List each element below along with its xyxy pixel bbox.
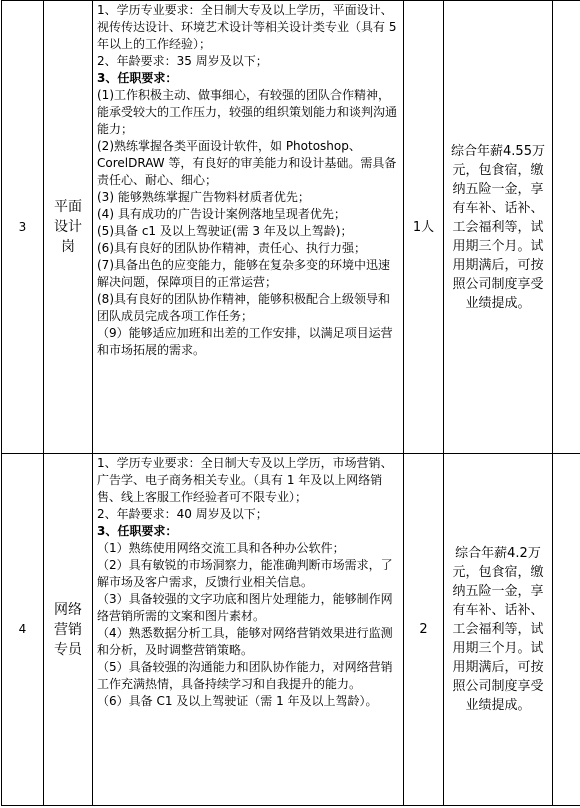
table-row — [2, 1, 580, 454]
req-line: （2）具有敏锐的市场洞察力，能准确判断市场需求，了解市场及客户需求，反馈行业相关信息。 — [97, 558, 393, 589]
req-line: (8)具有良好的团队协作精神，能够积极配合上级领导和团队成员完成各项工作任务； — [97, 292, 391, 323]
blank-cell — [553, 454, 580, 806]
headcount: 1人 — [404, 1, 444, 454]
job-table — [1, 0, 580, 806]
req-line: (7)具备出色的应变能力，能够在复杂多变的环境中迅速解决问题，保障项目的正常运营； — [97, 258, 391, 289]
req-line: (6)具有良好的团队协作精神，责任心、执行力强； — [97, 241, 366, 255]
table-row — [2, 454, 580, 806]
req-line: （3）具备较强的文字功底和图片处理能力，能够制作网络营销所需的文案和图片素材。 — [97, 592, 393, 623]
position-name — [44, 1, 93, 454]
req-line: 3、任职要求： — [97, 524, 178, 538]
position-label: 网络营销专员 — [54, 601, 82, 658]
req-line: （6）具备 C1 及以上驾驶证（需 1 年及以上驾龄）。 — [97, 694, 378, 708]
req-line: 3、任职要求： — [97, 71, 178, 85]
requirements-cell — [93, 1, 404, 454]
position-label: 平面设计岗 — [54, 199, 82, 255]
req-line: （4）熟悉数据分析工具，能够对网络营销效果进行监测和分析，及时调整营销策略。 — [97, 626, 393, 657]
req-line: (1)工作积极主动、做事细心，有较强的团队合作精神，能承受较大的工作压力，较强的组织策划能力和谈判沟通能力； — [97, 88, 398, 136]
req-line: 1、学历专业要求：全日制大专及以上学历，市场营销、广告学、电子商务相关专业。（具有 1 年及以上网络销售、线上客服工作经验者可不限专业）； — [97, 456, 393, 504]
req-line: （5）具备较强的沟通能力和团队协作能力，对网络营销工作充满热情，具备持续学习和自我提升的能力。 — [97, 660, 393, 691]
salary-cell: 综合年薪4.55万元，包食宿，缴纳五险一金，享有车补、话补、工会福利等，试用期三个月。试用期满后，可按照公司制度享受业绩提成。 — [444, 1, 553, 454]
requirements-cell — [93, 454, 404, 806]
req-line: （1）熟练使用网络交流工具和各种办公软件； — [97, 541, 345, 555]
req-line: （9）能够适应加班和出差的工作安排，以满足项目运营和市场拓展的需求。 — [97, 326, 393, 357]
req-line: (4) 具有成功的广告设计案例落地呈现者优先； — [97, 207, 346, 221]
row-number: 3 — [2, 1, 44, 454]
req-line: 2、年龄要求：35 周岁及以下； — [97, 54, 268, 68]
req-line: (5)具备 c1 及以上驾驶证(需 3 年及以上驾龄)； — [97, 224, 353, 238]
headcount: 2 — [404, 454, 444, 806]
salary-cell: 综合年薪4.2万元，包食宿，缴纳五险一金，享有车补、话补、工会福利等，试用期三个月。试用期满后，可按照公司制度享受业绩提成。 — [444, 454, 553, 806]
req-line: (2)熟练掌握各类平面设计软件，如 Photoshop、CorelDRAW 等，有良好的审美能力和设计基础。需具备责任心、耐心、细心； — [97, 139, 397, 187]
blank-cell — [553, 1, 580, 454]
req-line: 1、学历专业要求：全日制大专及以上学历，平面设计、视传传达设计、环境艺术设计等相关设计类专业（具有 5 年以上的工作经验）； — [97, 3, 397, 51]
row-number: 4 — [2, 454, 44, 806]
req-line: (3) 能够熟练掌握广告物料材质者优先； — [97, 190, 310, 204]
position-name — [44, 454, 93, 806]
req-line: 2、年龄要求：40 周岁及以下； — [97, 507, 268, 521]
